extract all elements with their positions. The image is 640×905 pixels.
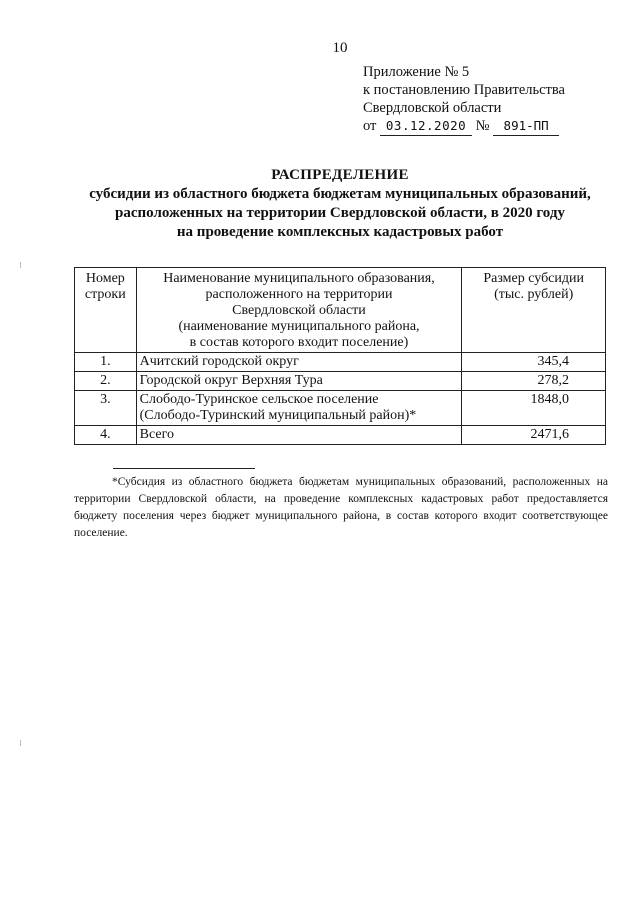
row-number: 2. [75, 372, 137, 391]
decree-date: 03.12.2020 [380, 117, 472, 136]
scan-mark [20, 740, 21, 746]
row-municipality-line-2: (Слободо-Туринский муниципальный район)* [139, 408, 417, 423]
row-number: 4. [75, 426, 137, 445]
row-amount: 2471,6 [462, 426, 606, 445]
row-number: 1. [75, 353, 137, 372]
header-subsidy-amount [462, 268, 606, 353]
title-line-2: субсидии из областного бюджета бюджетам муниципальных образований, [89, 186, 591, 202]
footnote-divider [113, 468, 255, 469]
appendix-header [363, 63, 623, 136]
title-main: РАСПРЕДЕЛЕНИЕ [271, 167, 409, 183]
table-row [75, 391, 606, 426]
table-row [75, 353, 606, 372]
appendix-date-line [363, 117, 623, 136]
appendix-line-2: к постановлению Правительства [363, 82, 565, 98]
decree-number: 891-ПП [493, 117, 559, 136]
row-amount: 345,4 [462, 353, 606, 372]
table-header-row [75, 268, 606, 353]
table-row-total [75, 426, 606, 445]
header-num-line-2: строки [84, 287, 126, 302]
row-municipality: Всего [136, 426, 462, 445]
table-row [75, 372, 606, 391]
date-prefix: от [363, 118, 377, 134]
page-number: 10 [332, 40, 348, 56]
header-name-line-5: в состав которого входит поселение) [189, 335, 409, 350]
header-name-line-1: Наименование муниципального образования, [163, 271, 435, 286]
row-amount: 1848,0 [462, 391, 606, 426]
scan-mark [20, 262, 21, 268]
header-value-line-2: (тыс. рублей) [494, 287, 574, 302]
row-amount: 278,2 [462, 372, 606, 391]
header-name-line-2: расположенного на территории [205, 287, 393, 302]
row-number: 3. [75, 391, 137, 426]
row-municipality [136, 391, 462, 426]
header-name-line-4: (наименование муниципального района, [178, 319, 420, 334]
subsidy-table [74, 267, 606, 445]
title-line-4: на проведение комплексных кадастровых работ [176, 224, 504, 240]
document-title [60, 166, 620, 242]
title-line-3: расположенных на территории Свердловской области, в 2020 году [115, 205, 565, 221]
header-name-line-3: Свердловской области [232, 303, 366, 318]
header-value-line-1: Размер субсидии [483, 271, 584, 286]
number-prefix: № [475, 118, 490, 134]
header-row-number [75, 268, 137, 353]
header-municipality [136, 268, 462, 353]
appendix-line-1: Приложение № 5 [363, 64, 470, 80]
footnote-text: *Субсидия из областного бюджета бюджетам муниципальных образований, расположенных на территории Свердловской области, на проведение комплексных кадастровых работ предоставляется бюджету поселения через бюджет муниципального района, в состав которого входит соответствующее поселение. [74, 476, 608, 539]
row-municipality-line-1: Слободо-Туринское сельское поселение [139, 392, 379, 407]
row-municipality: Городской округ Верхняя Тура [136, 372, 462, 391]
appendix-line-3: Свердловской области [363, 100, 502, 116]
footnote [74, 474, 608, 542]
header-num-line-1: Номер [85, 271, 125, 286]
row-municipality: Ачитский городской округ [136, 353, 462, 372]
